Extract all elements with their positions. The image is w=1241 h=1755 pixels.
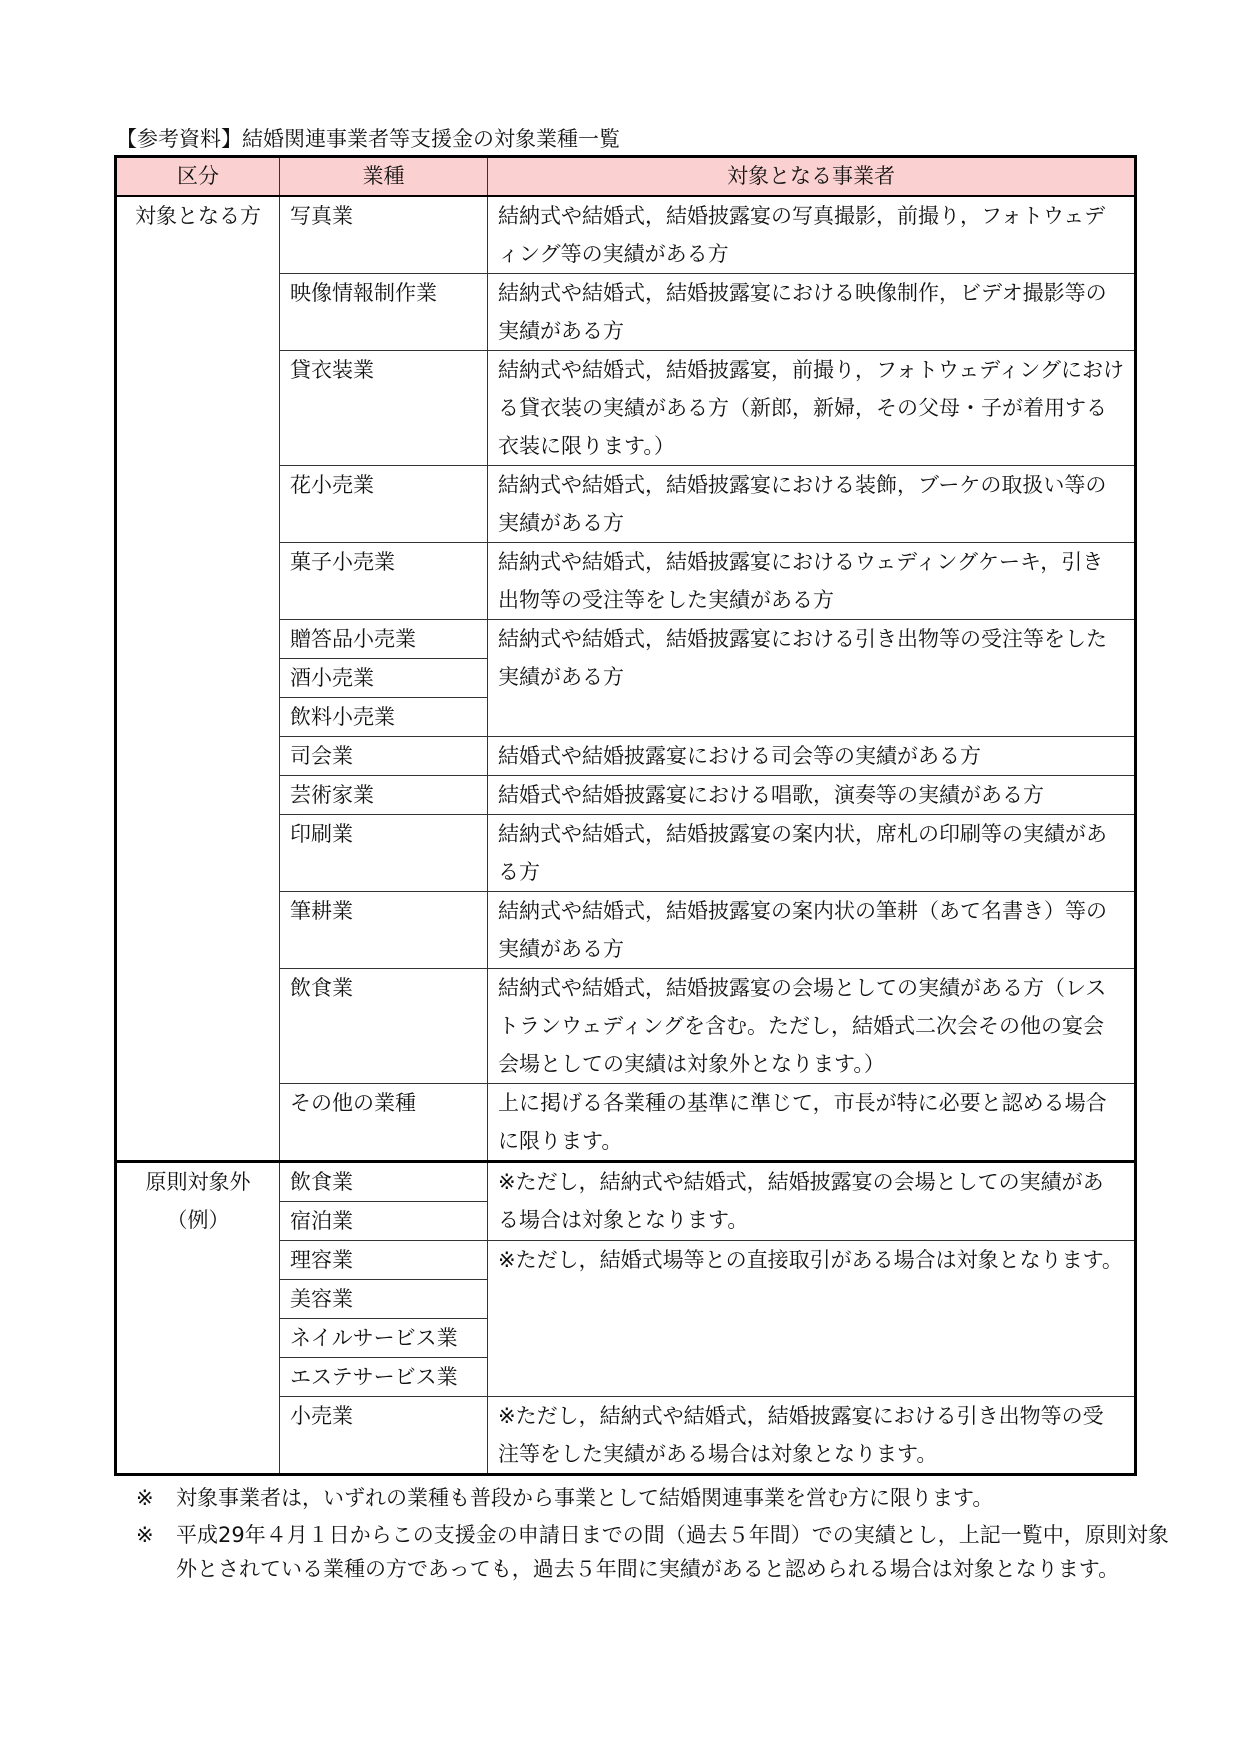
note-mark: ※	[136, 1486, 154, 1510]
industry-cell: 菓子小売業	[280, 543, 488, 620]
header-target: 対象となる事業者	[488, 157, 1136, 197]
industry-cell: 贈答品小売業	[280, 620, 488, 659]
description-cell: 結納式や結婚式，結婚披露宴におけるウェディングケーキ，引き出物等の受注等をした実績がある方	[488, 543, 1136, 620]
description-cell: 結納式や結婚式，結婚披露宴の案内状，席札の印刷等の実績がある方	[488, 815, 1136, 892]
industry-cell: エステサービス業	[280, 1358, 488, 1397]
industry-cell: 芸術家業	[280, 776, 488, 815]
table-header-row	[116, 157, 1136, 197]
industry-cell: 飲食業	[280, 969, 488, 1084]
description-cell: ※ただし，結納式や結婚式，結婚披露宴における引き出物等の受注等をした実績がある場合は対象となります。	[488, 1397, 1136, 1475]
industry-cell: 貸衣装業	[280, 351, 488, 466]
description-cell: 結納式や結婚式，結婚披露宴，前撮り，フォトウェディングにおける貸衣装の実績がある方（新郎，新婦，その父母・子が着用する衣装に限ります。）	[488, 351, 1136, 466]
description-cell: 結納式や結婚式，結婚披露宴の会場としての実績がある方（レストランウェディングを含む。ただし，結婚式二次会その他の宴会会場としての実績は対象外となります。）	[488, 969, 1136, 1084]
description-cell: 結納式や結婚式，結婚披露宴の案内状の筆耕（あて名書き）等の実績がある方	[488, 892, 1136, 969]
industry-cell: ネイルサービス業	[280, 1319, 488, 1358]
description-cell: 結納式や結婚式，結婚披露宴における装飾，ブーケの取扱い等の実績がある方	[488, 466, 1136, 543]
industry-cell: 映像情報制作業	[280, 274, 488, 351]
industry-cell: 筆耕業	[280, 892, 488, 969]
industry-cell: 司会業	[280, 737, 488, 776]
description-cell: 結婚式や結婚披露宴における司会等の実績がある方	[488, 737, 1136, 776]
industry-cell: 宿泊業	[280, 1202, 488, 1241]
category-excluded-label: 原則対象外	[145, 1170, 251, 1194]
industry-table	[114, 155, 1137, 1476]
description-cell: ※ただし，結納式や結婚式，結婚披露宴の会場としての実績がある場合は対象となります。	[488, 1162, 1136, 1241]
industry-cell: 小売業	[280, 1397, 488, 1475]
note-text: 対象事業者は，いずれの業種も普段から事業として結婚関連事業を営む方に限ります。	[176, 1486, 994, 1510]
category-excluded	[116, 1162, 280, 1475]
industry-cell: 花小売業	[280, 466, 488, 543]
note-1	[136, 1481, 1176, 1515]
description-cell: 結婚式や結婚披露宴における唱歌，演奏等の実績がある方	[488, 776, 1136, 815]
industry-cell: 飲料小売業	[280, 698, 488, 737]
description-cell: 結納式や結婚式，結婚披露宴における引き出物等の受注等をした実績がある方	[488, 620, 1136, 737]
note-text: 平成29年４月１日からこの支援金の申請日までの間（過去５年間）での実績とし，上記一覧中，原則対象外とされている業種の方であっても，過去５年間に実績があると認められる場合は対象となります。	[176, 1523, 1169, 1581]
industry-cell: 写真業	[280, 196, 488, 274]
industry-cell: その他の業種	[280, 1084, 488, 1162]
industry-cell: 印刷業	[280, 815, 488, 892]
description-cell: 結納式や結婚式，結婚披露宴における映像制作，ビデオ撮影等の実績がある方	[488, 274, 1136, 351]
description-cell: 上に掲げる各業種の基準に準じて，市長が特に必要と認める場合に限ります。	[488, 1084, 1136, 1162]
note-2	[136, 1518, 1176, 1586]
description-cell: 結納式や結婚式，結婚披露宴の写真撮影，前撮り，フォトウェディング等の実績がある方	[488, 196, 1136, 274]
category-excluded-sub: （例）	[166, 1208, 230, 1232]
note-mark: ※	[136, 1523, 154, 1547]
industry-cell: 美容業	[280, 1280, 488, 1319]
header-industry: 業種	[280, 157, 488, 197]
table-row	[116, 1162, 1136, 1202]
description-cell: ※ただし，結婚式場等との直接取引がある場合は対象となります。	[488, 1241, 1136, 1397]
industry-cell: 飲食業	[280, 1162, 488, 1202]
industry-cell: 理容業	[280, 1241, 488, 1280]
industry-cell: 酒小売業	[280, 659, 488, 698]
table-row	[116, 196, 1136, 274]
page-title: 【参考資料】結婚関連事業者等支援金の対象業種一覧	[116, 127, 620, 151]
category-target: 対象となる方	[116, 196, 280, 1162]
header-category: 区分	[116, 157, 280, 197]
